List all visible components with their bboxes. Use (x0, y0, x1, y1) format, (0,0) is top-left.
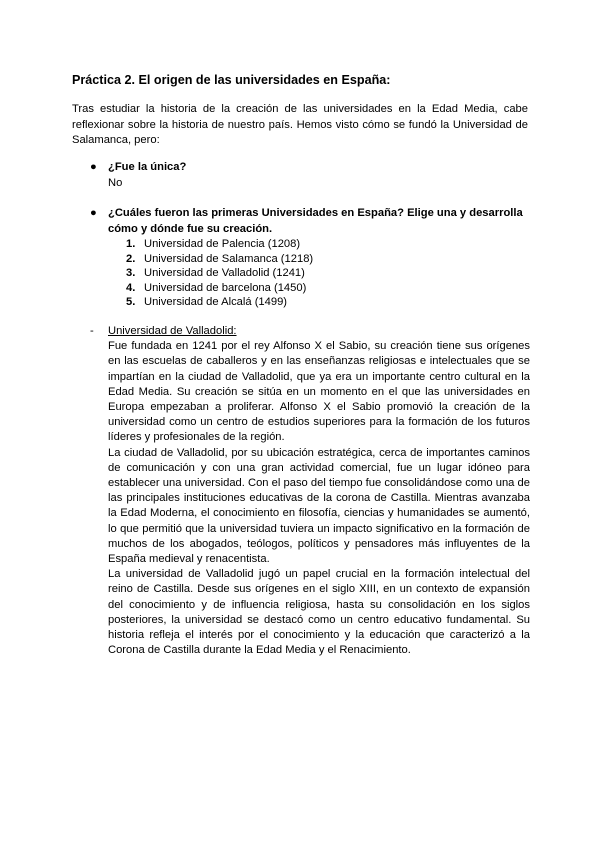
list-number: 2. (126, 252, 136, 265)
question-1 (90, 160, 530, 191)
list-item-text: Universidad de Valladolid (1241) (144, 267, 305, 280)
list-item-text: Universidad de Salamanca (1218) (144, 252, 314, 265)
valladolid-section (90, 324, 530, 658)
list-item-text: Universidad de Alcalá (1499) (144, 296, 288, 309)
list-item (126, 266, 530, 281)
question-2 (90, 206, 530, 310)
list-number: 5. (126, 296, 136, 309)
list-item (126, 252, 530, 267)
bullet-icon: ● (90, 161, 97, 173)
list-item-text: Universidad de barcelona (1450) (144, 281, 307, 294)
intro-paragraph: Tras estudiar la historia de la creación de las universidades en la Edad Media, cabe reflexionar sobre la historia de nuestro país. Hemos visto cómo se fundó la Universidad de Salamanca, pero: (72, 103, 528, 146)
page-title: Práctica 2. El origen de las universidades en España: (72, 73, 391, 87)
question-1-text: ¿Fue la única? (108, 161, 187, 173)
list-item (126, 281, 530, 296)
universities-list (126, 237, 530, 310)
bullet-icon: ● (90, 207, 97, 219)
list-item-text: Universidad de Palencia (1208) (144, 238, 301, 250)
section-paragraph: Fue fundada en 1241 por el rey Alfonso X el Sabio, su creación tiene sus orígenes en las escuelas de caballeros y en las enseñanzas religiosas e intelectuales que se impartían en la ciudad de Valladolid, que ya era un importante centro cultural en la Edad Media. Su creación se sitúa en un momento en el que las universidades en Europa empezaban a proliferar. Alfonso X el Sabio promovió la creación de la universidad como un centro de estudios superiores para la formación de los futuros líderes y profesionales de la región. (108, 340, 530, 444)
section-paragraph: La ciudad de Valladolid, por su ubicación estratégica, cerca de importantes caminos de comunicación y con una gran actividad comercial, fue un lugar idóneo para establecer una universidad. Con el paso del tiempo fue consolidándose como una de las principales instituciones educativas de la corona de Castilla. Mientras avanzaba la Edad Moderna, el conocimiento en filosofía, ciencias y humanidades se aumentó, lo que permitió que la universidad tuviera un impacto significativo en la formación de muchos de los abogados, teólogos, políticos y pensadores más influyentes de la España medieval y renacentista. (108, 446, 530, 566)
section-paragraph: La universidad de Valladolid jugó un papel crucial en la formación intelectual del reino de Castilla. Desde sus orígenes en el siglo XIII, en un contexto de expansión del conocimiento y de influencia religiosa, hasta su consolidación en los siglos posteriores, la universidad se destacó como un centro educativo fundamental. Su historia refleja el interés por el conocimiento y la educación que caracterizó a la Corona de Castilla durante la Edad Media y el Renacimiento. (108, 568, 530, 657)
list-item (126, 295, 530, 310)
list-number: 3. (126, 267, 136, 280)
question-2-text: ¿Cuáles fueron las primeras Universidades en España? Elige una y desarrolla cómo y dónde fue su creación. (108, 207, 523, 235)
question-1-answer: No (108, 176, 123, 189)
section-heading: Universidad de Valladolid: (108, 325, 237, 337)
list-number: 4. (126, 281, 136, 294)
dash-marker: - (90, 325, 94, 337)
list-number: 1. (126, 238, 136, 250)
list-item (126, 237, 530, 252)
